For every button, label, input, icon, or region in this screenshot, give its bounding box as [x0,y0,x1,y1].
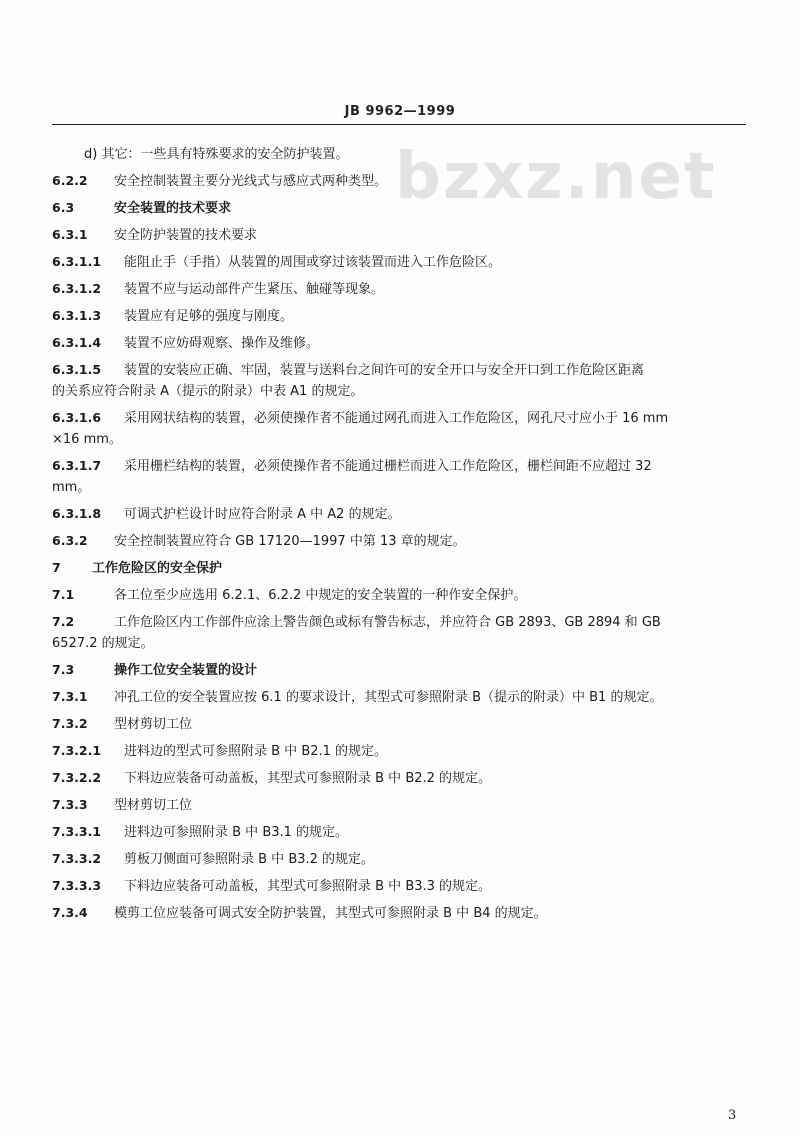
section-number: 7.3.3.1 [52,824,102,839]
text-line [52,252,746,273]
text-line [52,477,746,498]
section-text: 型材剪切工位 [114,717,193,732]
section-heading: 操作工位安全装置的设计 [114,663,258,678]
text-line [52,225,746,246]
text-line [52,333,746,354]
section-number: 7.3.4 [52,905,88,920]
text-line [52,171,746,192]
text-line [52,456,746,477]
section-number: 6.3.1.6 [52,410,102,425]
section-text: 模剪工位应装备可调式安全防护装置，其型式可参照附录 B 中 B4 的规定。 [114,906,547,921]
document-header-title: JB 9962—1999 [344,104,456,119]
text-line [52,795,746,816]
section-number: 7.3.1 [52,689,88,704]
section-text: 安全防护装置的技术要求 [114,228,258,243]
text-line [52,876,746,897]
section-number: 7.3.3.3 [52,878,102,893]
section-number: 6.3.1.5 [52,362,102,377]
text-line [52,408,746,429]
section-text: 6527.2 的规定。 [52,636,154,651]
section-number: 6.3.1.7 [52,458,102,473]
header-rule [52,124,746,125]
text-line [52,585,746,606]
section-text: 安全控制装置主要分光线式与感应式两种类型。 [114,174,388,189]
section-text: 各工位至少应选用 6.2.1、6.2.2 中规定的安全装置的一种作安全保护。 [114,588,527,603]
section-number: 7.3.3.2 [52,851,102,866]
section-text: 剪板刀侧面可参照附录 B 中 B3.2 的规定。 [124,852,375,867]
section-text: ×16 mm。 [52,432,122,447]
section-text: 下料边应装备可动盖板，其型式可参照附录 B 中 B3.3 的规定。 [124,879,492,894]
section-text: 采用网状结构的装置，必须使操作者不能通过网孔而进入工作危险区，网孔尺寸应小于 16 mm [124,411,669,426]
section-text: 采用栅栏结构的装置，必须使操作者不能通过栅栏而进入工作危险区，栅栏间距不应超过 32 [124,459,652,474]
text-line [52,381,746,402]
section-text: 的关系应符合附录 A（提示的附录）中表 A1 的规定。 [52,384,364,399]
document-body [52,144,746,930]
section-number: 6.3 [52,200,75,215]
text-line [52,198,746,219]
text-line [52,822,746,843]
text-line [52,768,746,789]
text-line [52,429,746,450]
section-text: 装置不应与运动部件产生紧压、触碰等现象。 [124,282,385,297]
section-number: 7.1 [52,587,75,602]
section-heading: 安全装置的技术要求 [114,201,232,216]
section-number: 7.3.2.1 [52,743,102,758]
section-number: 6.3.1.3 [52,308,102,323]
text-line [52,360,746,381]
text-line [52,279,746,300]
section-number: 6.3.1.8 [52,506,102,521]
section-text: 下料边应装备可动盖板，其型式可参照附录 B 中 B2.2 的规定。 [124,771,492,786]
section-number: 7.3.2 [52,716,88,731]
section-number: 7.3.3 [52,797,88,812]
watermark: bzxz.net [395,140,717,214]
text-line [52,144,746,165]
section-text: 进料边可参照附录 B 中 B3.1 的规定。 [124,825,349,840]
text-line [52,714,746,735]
section-number: 6.3.1 [52,227,88,242]
section-text: 装置的安装应正确、牢固，装置与送料台之间许可的安全开口与安全开口到工作危险区距离 [124,363,645,378]
section-heading: 工作危险区的安全保护 [92,561,223,576]
section-text: 安全控制装置应符合 GB 17120—1997 中第 13 章的规定。 [114,534,466,549]
section-number: 6.3.1.4 [52,335,102,350]
text-line [52,849,746,870]
text-line [52,531,746,552]
section-text: d) 其它：一些具有特殊要求的安全防护装置。 [84,147,349,162]
section-number: 7.3.2.2 [52,770,102,785]
text-line [52,660,746,681]
text-line [52,612,746,633]
text-line [52,633,746,654]
section-text: 冲孔工位的安全装置应按 6.1 的要求设计，其型式可参照附录 B（提示的附录）中 B1 的规定。 [114,690,663,705]
section-text: 型材剪切工位 [114,798,193,813]
section-number: 7.3 [52,662,75,677]
section-text: 进料边的型式可参照附录 B 中 B2.1 的规定。 [124,744,388,759]
section-text: 工作危险区内工作部件应涂上警告颜色或标有警告标志，并应符合 GB 2893、GB 2894 和 GB [114,615,661,630]
section-text: 可调式护栏设计时应符合附录 A 中 A2 的规定。 [124,507,401,522]
text-line [52,903,746,924]
section-text: mm。 [52,480,91,495]
text-line [52,306,746,327]
text-line [52,741,746,762]
text-line [52,687,746,708]
page-number: 3 [728,1108,737,1123]
text-line [52,504,746,525]
section-text: 装置应有足够的强度与刚度。 [124,309,294,324]
section-number: 6.2.2 [52,173,88,188]
section-number: 7.2 [52,614,75,629]
section-number: 6.3.1.2 [52,281,102,296]
section-text: 能阻止手（手指）从装置的周围或穿过该装置而进入工作危险区。 [124,255,502,270]
section-text: 装置不应妨碍观察、操作及维修。 [124,336,320,351]
section-number: 6.3.1.1 [52,254,102,269]
text-line [52,558,746,579]
section-number: 7 [52,560,61,575]
section-number: 6.3.2 [52,533,88,548]
